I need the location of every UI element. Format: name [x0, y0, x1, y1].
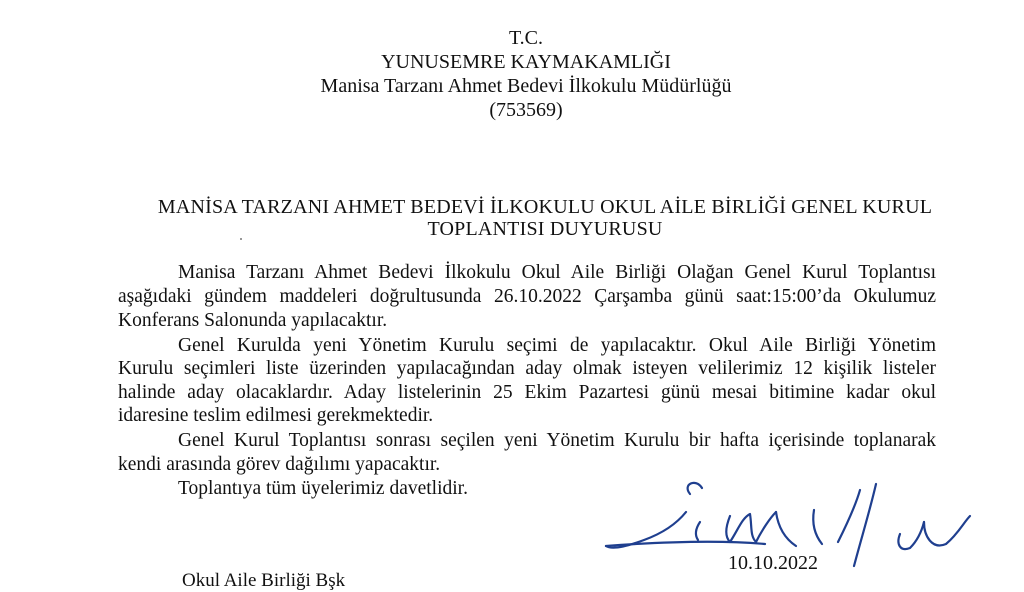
signer-title-partial: Okul Aile Birliği Bşk: [182, 570, 346, 591]
paragraph-2-line-3: halinde aday olacaklardır. Aday listelerinin 25 Ekim Pazartesi günü mesai bitimine kadar okul: [118, 382, 936, 403]
paragraph-4: Toplantıya tüm üyelerimiz davetlidir.: [178, 478, 468, 499]
paragraph-1-line-3: Konferans Salonunda yapılacaktır.: [118, 310, 388, 331]
paragraph-1-line-2: aşağıdaki gündem maddeleri doğrultusunda 26.10.2022 Çarşamba günü saat:15:00’da Okulumuz: [118, 286, 936, 307]
paragraph-2-line-1: Genel Kurulda yeni Yönetim Kurulu seçimi de yapılacaktır. Okul Aile Birliği Yönetim: [178, 335, 936, 356]
paragraph-2-line-4: idaresine teslim edilmesi gerekmektedir.: [118, 405, 434, 426]
scan-speck: [240, 238, 242, 240]
header-school-directorate: Manisa Tarzanı Ahmet Bedevi İlkokulu Müdürlüğü: [320, 75, 732, 97]
paragraph-1-line-1: Manisa Tarzanı Ahmet Bedevi İlkokulu Okul Aile Birliği Olağan Genel Kurul Toplantısı: [178, 262, 936, 283]
paragraph-2-line-2: Kurulu seçimleri liste üzerinden yapılacağından aday olmak isteyen velilerimiz 12 kişilik listeler: [118, 358, 936, 379]
paragraph-3-line-2: kendi arasında görev dağılımı yapacaktır.: [118, 454, 441, 475]
title-line-2: TOPLANTISI DUYURUSU: [427, 218, 663, 240]
header-institution-code: (753569): [489, 99, 563, 121]
header-district-governorship: YUNUSEMRE KAYMAKAMLIĞI: [381, 51, 671, 73]
title-line-1: MANİSA TARZANI AHMET BEDEVİ İLKOKULU OKUL AİLE BİRLİĞİ GENEL KURUL: [157, 196, 933, 218]
header-tc: T.C.: [508, 27, 544, 49]
document-date: 10.10.2022: [728, 552, 818, 574]
paragraph-3-line-1: Genel Kurul Toplantısı sonrası seçilen yeni Yönetim Kurulu bir hafta içerisinde toplanarak: [178, 430, 936, 451]
